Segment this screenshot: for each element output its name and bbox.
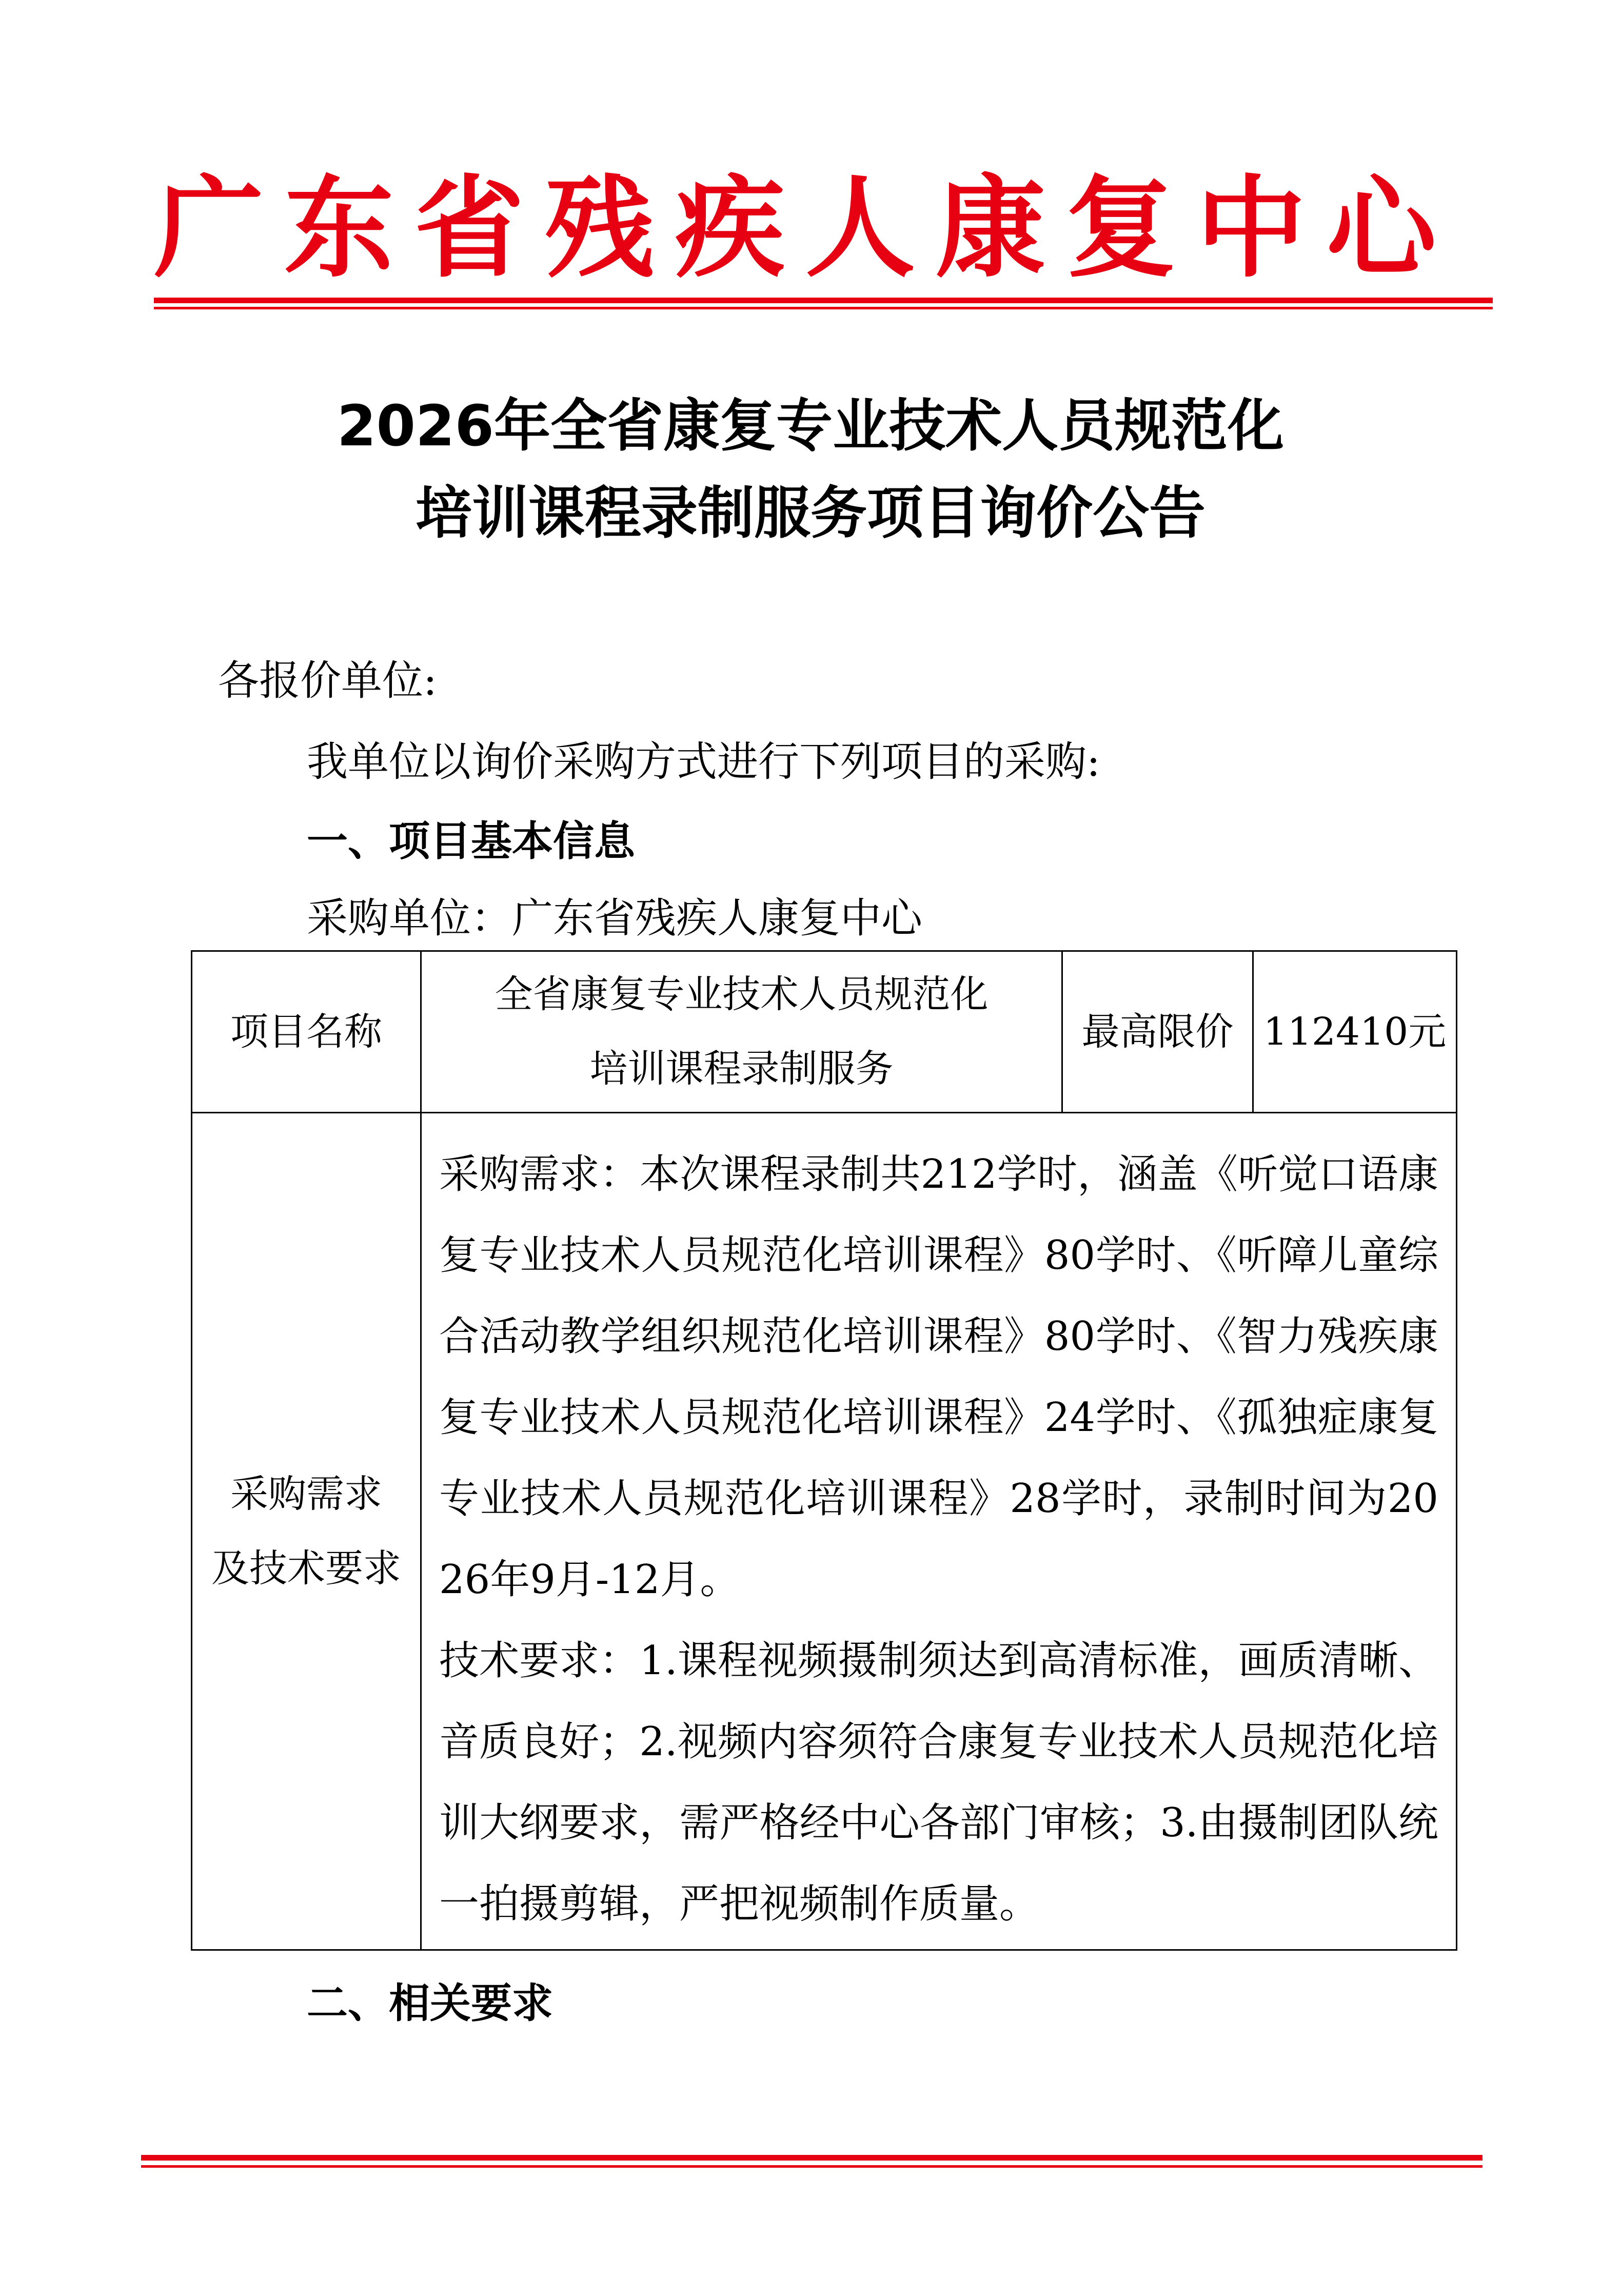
project-name-value-line2: 培训课程录制服务 [589,1047,894,1091]
section1-heading: 一、项目基本信息 [307,817,635,865]
requirements-text-cell [421,1113,1457,1950]
notice-title-line2: 培训课程录制服务项目询价公告 [416,480,1205,546]
letterhead-org-name: 广东省残疾人康复中心 [154,164,1457,292]
notice-title-line1: 2026年全省康复专业技术人员规范化 [337,393,1284,459]
salutation: 各报价单位: [218,657,437,704]
footer-red-rule-thick [141,2155,1482,2161]
project-name-label-cell [192,951,421,1113]
footer-red-rule-thin [141,2165,1482,2168]
section2-heading: 二、相关要求 [307,1979,553,2027]
project-name-value-cell [421,951,1062,1113]
max-price-value: 112410元 [1263,1009,1447,1054]
table-row [192,951,1457,1113]
procurement-requirements-text: 采购需求：本次课程录制共212学时，涵盖《听觉口语康复专业技术人员规范化培训课程》80学时、《听障儿童综合活动教学组织规范化培训课程》80学时、《智力残疾康复专业技术人员规范化培训课程》24学时、《孤独症康复专业技术人员规范化培训课程》28学时，录制时间为2026年9月-12月。 [439,1151,1438,1603]
max-price-label: 最高限价 [1081,1009,1234,1054]
requirements-label-line2: 及技术要求 [211,1546,401,1591]
table-row [192,1113,1457,1950]
header-red-rule-thick [154,298,1493,303]
technical-requirements-text: 技术要求：1.课程视频摄制须达到高清标准，画质清晰、音质良好；2.视频内容须符合康复专业技术人员规范化培训大纲要求，需严格经中心各部门审核；3.由摄制团队统一拍摄剪辑，严把视频制作质量。 [439,1637,1438,1927]
purchaser-line: 采购单位：广东省残疾人康复中心 [307,894,922,942]
intro-paragraph: 我单位以询价采购方式进行下列项目的采购: [307,738,1100,786]
requirements-label-line1: 采购需求 [230,1471,382,1516]
header-red-rule-thin [154,307,1493,309]
project-name-label: 项目名称 [230,1009,382,1054]
project-name-value-line1: 全省康复专业技术人员规范化 [495,972,989,1016]
requirements-label-cell [192,1113,421,1950]
project-info-table [191,950,1457,1951]
max-price-value-cell [1253,951,1457,1113]
max-price-label-cell [1062,951,1253,1113]
